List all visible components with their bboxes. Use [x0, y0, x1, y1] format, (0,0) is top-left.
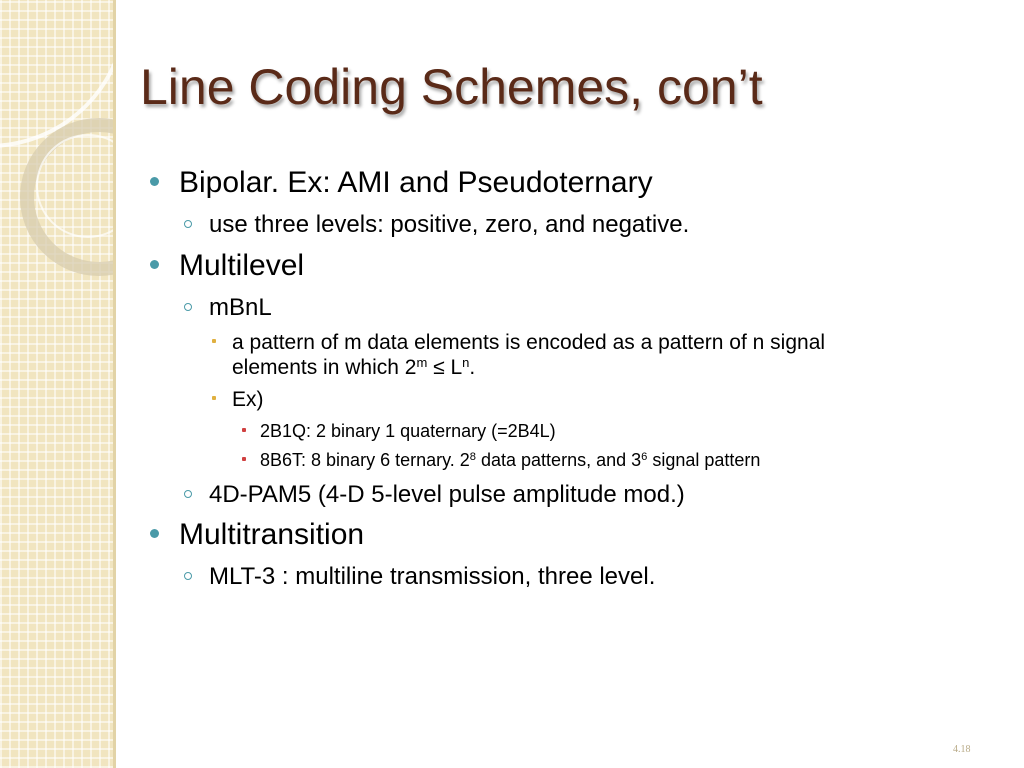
bullet-text: Multitransition — [179, 518, 365, 551]
bullet-multitransition — [150, 518, 364, 552]
square-bullet-icon — [212, 339, 216, 343]
bullet-multilevel — [150, 249, 304, 283]
bullet-text: mBnL — [209, 294, 272, 321]
mbnl-description — [212, 330, 972, 380]
bullet-text: 2B1Q: 2 binary 1 quaternary (=2B4L) — [260, 421, 556, 441]
slide-title: Line Coding Schemes, con’t — [140, 59, 763, 115]
bullet-text: use three levels: positive, zero, and negative. — [209, 211, 690, 238]
sub-bullet-mbnl — [184, 294, 272, 322]
sub-bullet-three-levels — [184, 211, 689, 239]
bullet-text: 8B6T: 8 binary 6 ternary. $2^8$ data patterns, and $3^6$ signal pattern — [260, 450, 761, 470]
example-8b6t — [242, 449, 760, 471]
bullet-bipolar — [150, 166, 653, 200]
small-square-bullet-icon — [242, 457, 246, 461]
square-bullet-icon — [212, 396, 216, 400]
sub-bullet-4d-pam5 — [184, 481, 685, 509]
bullet-text: Multilevel — [179, 249, 305, 282]
sub-bullet-mlt3 — [184, 563, 655, 591]
bullet-text: MLT-3 : multiline transmission, three level. — [209, 563, 656, 590]
bullet-text: Bipolar. Ex: AMI and Pseudoternary — [179, 166, 653, 199]
small-square-bullet-icon — [242, 428, 246, 432]
bullet-text: 4D-PAM5 (4-D 5-level pulse amplitude mod.) — [209, 481, 685, 508]
ring-bullet-icon — [184, 220, 192, 228]
ring-bullet-icon — [184, 490, 192, 498]
ring-bullet-icon — [184, 303, 192, 311]
bullet-text: Ex) — [232, 388, 264, 411]
page-number: 4.18 — [953, 744, 971, 755]
sidebar-edge — [113, 0, 116, 768]
example-2b1q — [242, 420, 556, 442]
ring-bullet-icon — [184, 572, 192, 580]
bullet-dot-icon — [150, 260, 159, 269]
bullet-text: a pattern of m data elements is encoded as a pattern of n signal elements in which $2^m \le L^n$. — [232, 331, 826, 379]
bullet-dot-icon — [150, 529, 159, 538]
decorative-sidebar — [0, 0, 113, 768]
bullet-ex — [212, 387, 264, 412]
bullet-dot-icon — [150, 177, 159, 186]
